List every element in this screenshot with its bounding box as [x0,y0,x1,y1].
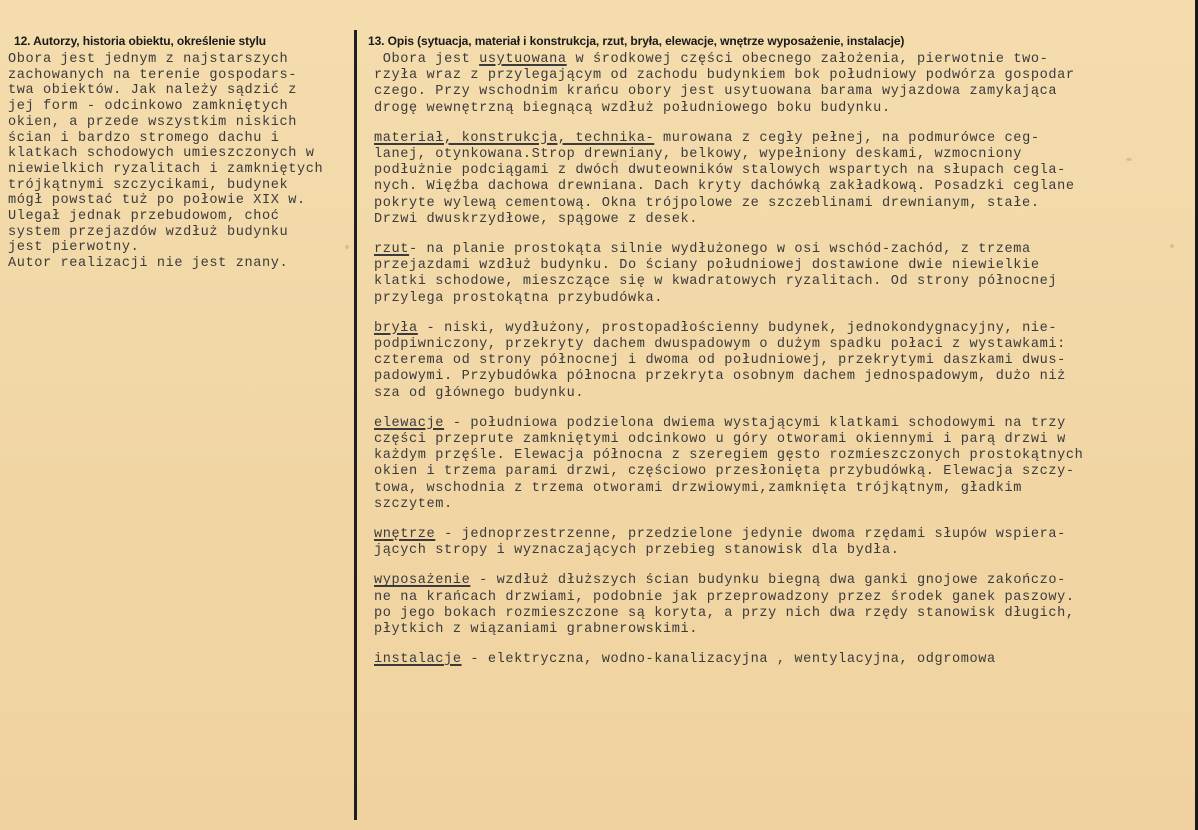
typed-line [374,321,1190,337]
keyword-wyposazenie: wyposażenie [374,573,471,589]
typed-text: - wzdłuż dłuższych ścian budynku biegną dwa ganki gnojowe zakończo- [470,573,1066,589]
typed-line: sza od głównego budynku. [374,385,585,401]
paragraph-equipment [374,573,1190,638]
typed-text: - na planie prostokąta silnie wydłużonego w osi wschód-zachód, z trzema [409,242,1031,258]
typed-line: podłużnie podciągami z dwóch dwuteowników stalowych wspartych na słupach cegla- [374,163,1066,179]
typed-line: Obora jest jednym z najstarszych [8,52,289,67]
typed-line: jej form - odcinkowo zamkniętych [8,99,289,115]
typed-text: - południowa podzielona dwiema wystającymi klatkami schodowymi na trzy [444,415,1066,431]
section-12-header: 12. Autorzy, historia obiektu, określenie stylu [14,34,267,48]
typed-line: ścian i bardzo stromego dachu i [8,130,280,146]
paper-speck [1126,158,1132,161]
typed-line: nych. Więźba dachowa drewniana. Dach kryty dachówką zakładkową. Posadzki ceglane [374,179,1075,195]
paragraph-elevations [374,416,1190,513]
typed-line: okien, a przede wszystkim niskich [8,114,297,130]
paper-speck [1170,244,1174,248]
typed-text: murowana z cegły pełnej, na podmurówce ceg- [654,130,1040,146]
typed-line: przylega prostokątna przybudówka. [374,290,663,306]
typed-line: podpiwniczony, przekryty dachem dwuspadowym o dużym spadku połaci z wystawkami: [374,337,1066,353]
typed-line: Ulegał jednak przebudowom, choć [8,209,280,225]
typed-text: - elektryczna, wodno-kanalizacyjna , wentylacyjna, odgromowa [461,652,996,668]
paper-speck [345,245,349,249]
typed-line: pokryte wylewą cementową. Okna trójpolowe ze szczeblinami drewnianym, stałe. [374,195,1040,211]
typed-line: lanej, otynkowana.Strop drewniany, belkowy, wypełniony deskami, wzmocniony [374,147,1023,163]
typed-line: padowymi. Przybudówka północna przekryta osobnym dachem jednospadowym, dużo niż [374,369,1066,385]
typed-line: płytkich z wiązaniami grabnerowskimi. [374,622,699,638]
typed-line [374,52,1190,68]
typed-line: szczytem. [374,496,453,512]
typed-line: drogę wewnętrzną biegnącą wzdłuż południowego boku budynku. [374,100,891,116]
typed-line: okien i trzema parami drzwi, częściowo przesłonięta przybudówką. Elewacja szczy- [374,464,1075,480]
typed-line [374,242,1190,258]
typed-line: po jego bokach rozmieszczone są koryta, a przy nich dwa rzędy stanowisk długich, [374,605,1075,621]
typed-line: klatkach schodowych umieszczonych w [8,146,315,162]
column-divider [354,30,357,820]
typed-line: towa, wschodnia z trzema otworami drzwiowymi,zamknięta trójkątnym, gładkim [374,480,1023,496]
typed-line [374,527,1190,543]
typed-line [374,416,1190,432]
typed-line: niewielkich ryzalitach i zamkniętych [8,161,324,177]
typed-line: jących stropy i wyznaczających przebieg stanowisk dla bydła. [374,543,900,559]
keyword-wnetrze: wnętrze [374,527,436,543]
section-13-header: 13. Opis (sytuacja, materiał i konstrukcja, rzut, bryła, elewacje, wnętrze wyposażenie, instalacje) [368,34,905,48]
paragraph-plan [374,242,1190,307]
typed-line [374,652,1190,668]
typed-line: części przeprute zamkniętymi odcinkowo u góry otworami okiennymi i parą drzwi w [374,432,1066,448]
typed-text: Obora jest [382,52,480,67]
typed-text: - niski, wydłużony, prostopadłościenny budynek, jednokondygnacyjny, nie- [417,320,1058,336]
typed-line: twa obiektów. Jak należy sądzić z [8,83,297,99]
paragraph-interior [374,527,1190,559]
typed-line: rzyła wraz z przylegającym od zachodu budynkiem bok południowy podwórza gospodar [374,68,1075,84]
keyword-elewacje: elewacje [374,415,445,431]
typed-line: jest pierwotny. [8,240,140,256]
typed-line: mógł powstać tuż po połowie XIX w. [8,193,306,209]
typed-line: Autor realizacji nie jest znany. [8,256,289,272]
typed-line: system przejazdów wzdłuż budynku [8,224,289,240]
typed-line: klatki schodowe, mieszczące się w kwadratowych ryzalitach. Od strony północnej [374,274,1058,290]
typed-line: każdym przęśle. Elewacja północna z szeregiem gęsto rozmieszczonych prostokątnych [374,448,1084,464]
paper-speck [612,160,617,163]
typed-line: zachowanych na terenie gospodars- [8,67,297,83]
typed-line [374,573,1190,589]
keyword-bryla: bryła [374,320,418,336]
keyword-usytuowana: usytuowana [479,52,567,67]
typed-line: przejazdami wzdłuż budynku. Do ściany południowej dostawione dwie niewielkie [374,258,1040,274]
paragraph-material [374,131,1190,228]
typed-line: trójkątnymi szczycikami, budynek [8,177,289,193]
paragraph-situation [374,52,1190,117]
keyword-material: materiał, konstrukcja, technika- [374,130,655,146]
keyword-instalacje: instalacje [374,652,462,668]
keyword-rzut: rzut [374,242,410,258]
section-12-text [8,52,323,272]
typed-line: ne na krańcach drzwiami, podobnie jak przeprowadzony przez środek ganek paszowy. [374,589,1075,605]
paragraph-installations [374,652,1190,668]
typed-line: czego. Przy wschodnim krańcu obory jest usytuowana barama wyjazdowa zamykająca [374,84,1058,100]
typed-line [374,131,1190,147]
section-13-text [374,52,1190,683]
typed-text: - jednoprzestrzenne, przedzielone jedynie dwoma rzędami słupów wspiera- [435,527,1066,543]
typed-line: czterema od strony północnej i dwoma od południowej, przekrytymi daszkami dwus- [374,353,1066,369]
paragraph-mass [374,321,1190,402]
typed-text: w środkowej części obecnego założenia, pierwotnie two- [566,52,1049,67]
typed-line: Drzwi dwuskrzydłowe, spągowe z desek. [374,211,699,227]
